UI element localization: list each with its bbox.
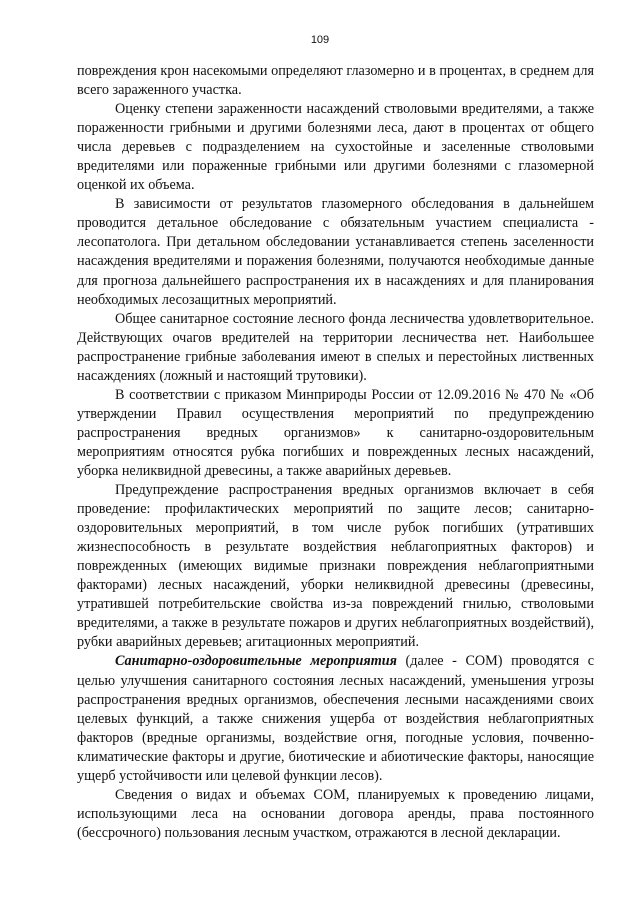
paragraph-ministry-order [77, 386, 594, 481]
paragraph-text: Сведения о видах и объемах СОМ, планируемых к проведению лицами, использующими леса на основании договора аренды, права постоянного (бессрочного) пользования лесным участком, отражаются в лесной декларации. [77, 786, 594, 841]
paragraph-text: Общее санитарное состояние лесного фонда лесничества удовлетворительное. Действующих очагов вредителей на территории лесничества нет. Наибольшее распространение грибные заболевания имеют в спелых и перестойных лиственных насаждениях (ложный и настоящий трутовики). [77, 310, 594, 384]
paragraph-text: (далее - СОМ) проводятся с целью улучшения санитарного состояния лесных насаждений, уменьшения угрозы распространения вредных организмов, обеспечения лесными насаждениями своих целевых функций, а также снижения ущерба от воздействия неблагоприятных факторов (вредные организмы, воздействие огня, погодные условия, почвенно-климатические факторы и другие, биотические и абиотические факторы, наносящие ущерб устойчивости или целевой функции лесов). [77, 653, 594, 784]
paragraph-forest-declaration [77, 786, 594, 843]
paragraph-text: В соответствии с приказом Минприроды России от 12.09.2016 № 470 № «Об утверждении Правил осуществления мероприятий по предупреждению распространения вредных организмов» к санитарно-оздоровительным мероприятиям относятся рубка погибших и поврежденных лесных насаждений, уборка неликвидной древесины, а также аварийных деревьев. [77, 386, 594, 479]
paragraph-text: Предупреждение распространения вредных организмов включает в себя проведение: профилактических мероприятий по защите лесов; санитарно-оздоровительных мероприятий, в том числе рубок погибших (утративших жизнеспособность в результате воздействия неблагоприятных факторов) и поврежденных (имеющих видимые признаки повреждения неблагоприятными факторами) лесных насаждений, уборки неликвидной древесины (древесины, утратившей потребительские свойства из-за повреждений гнилью, стволовыми вредителями, а также в результате пожаров и других неблагоприятных воздействий), рубки аварийных деревьев; агитационных мероприятий. [77, 482, 594, 651]
page-body [77, 62, 594, 843]
paragraph-stem-pest-assessment [77, 100, 594, 195]
defined-term: Санитарно-оздоровительные мероприятия [115, 653, 397, 670]
paragraph-detailed-survey [77, 195, 594, 309]
paragraph-pest-prevention [77, 481, 594, 652]
paragraph-som-definition [77, 652, 594, 785]
paragraph-sanitary-condition [77, 310, 594, 386]
paragraph-text: В зависимости от результатов глазомерного обследования в дальнейшем проводится детальное обследование с обязательным участием специалиста - лесопатолога. При детальном обследовании устанавливается степень заселенности насаждения вредителями и поражения болезнями, получаются необходимые данные для прогноза дальнейшего распространения их в насаждениях и для планирования необходимых лесозащитных мероприятий. [77, 196, 594, 308]
paragraph-text: повреждения крон насекомыми определяют глазомерно и в процентах, в среднем для всего зараженного участка. [77, 63, 594, 99]
paragraph-text: Оценку степени зараженности насаждений стволовыми вредителями, а также пораженности грибными и другими болезнями леса, дают в процентах от общего числа деревьев с подразделением на сухостойные и заселенные стволовыми вредителями или пораженные грибными или другими болезнями с глазомерной оценкой их объема. [77, 101, 594, 194]
paragraph-crown-damage-continuation [77, 62, 594, 100]
page-number: 109 [310, 34, 330, 46]
